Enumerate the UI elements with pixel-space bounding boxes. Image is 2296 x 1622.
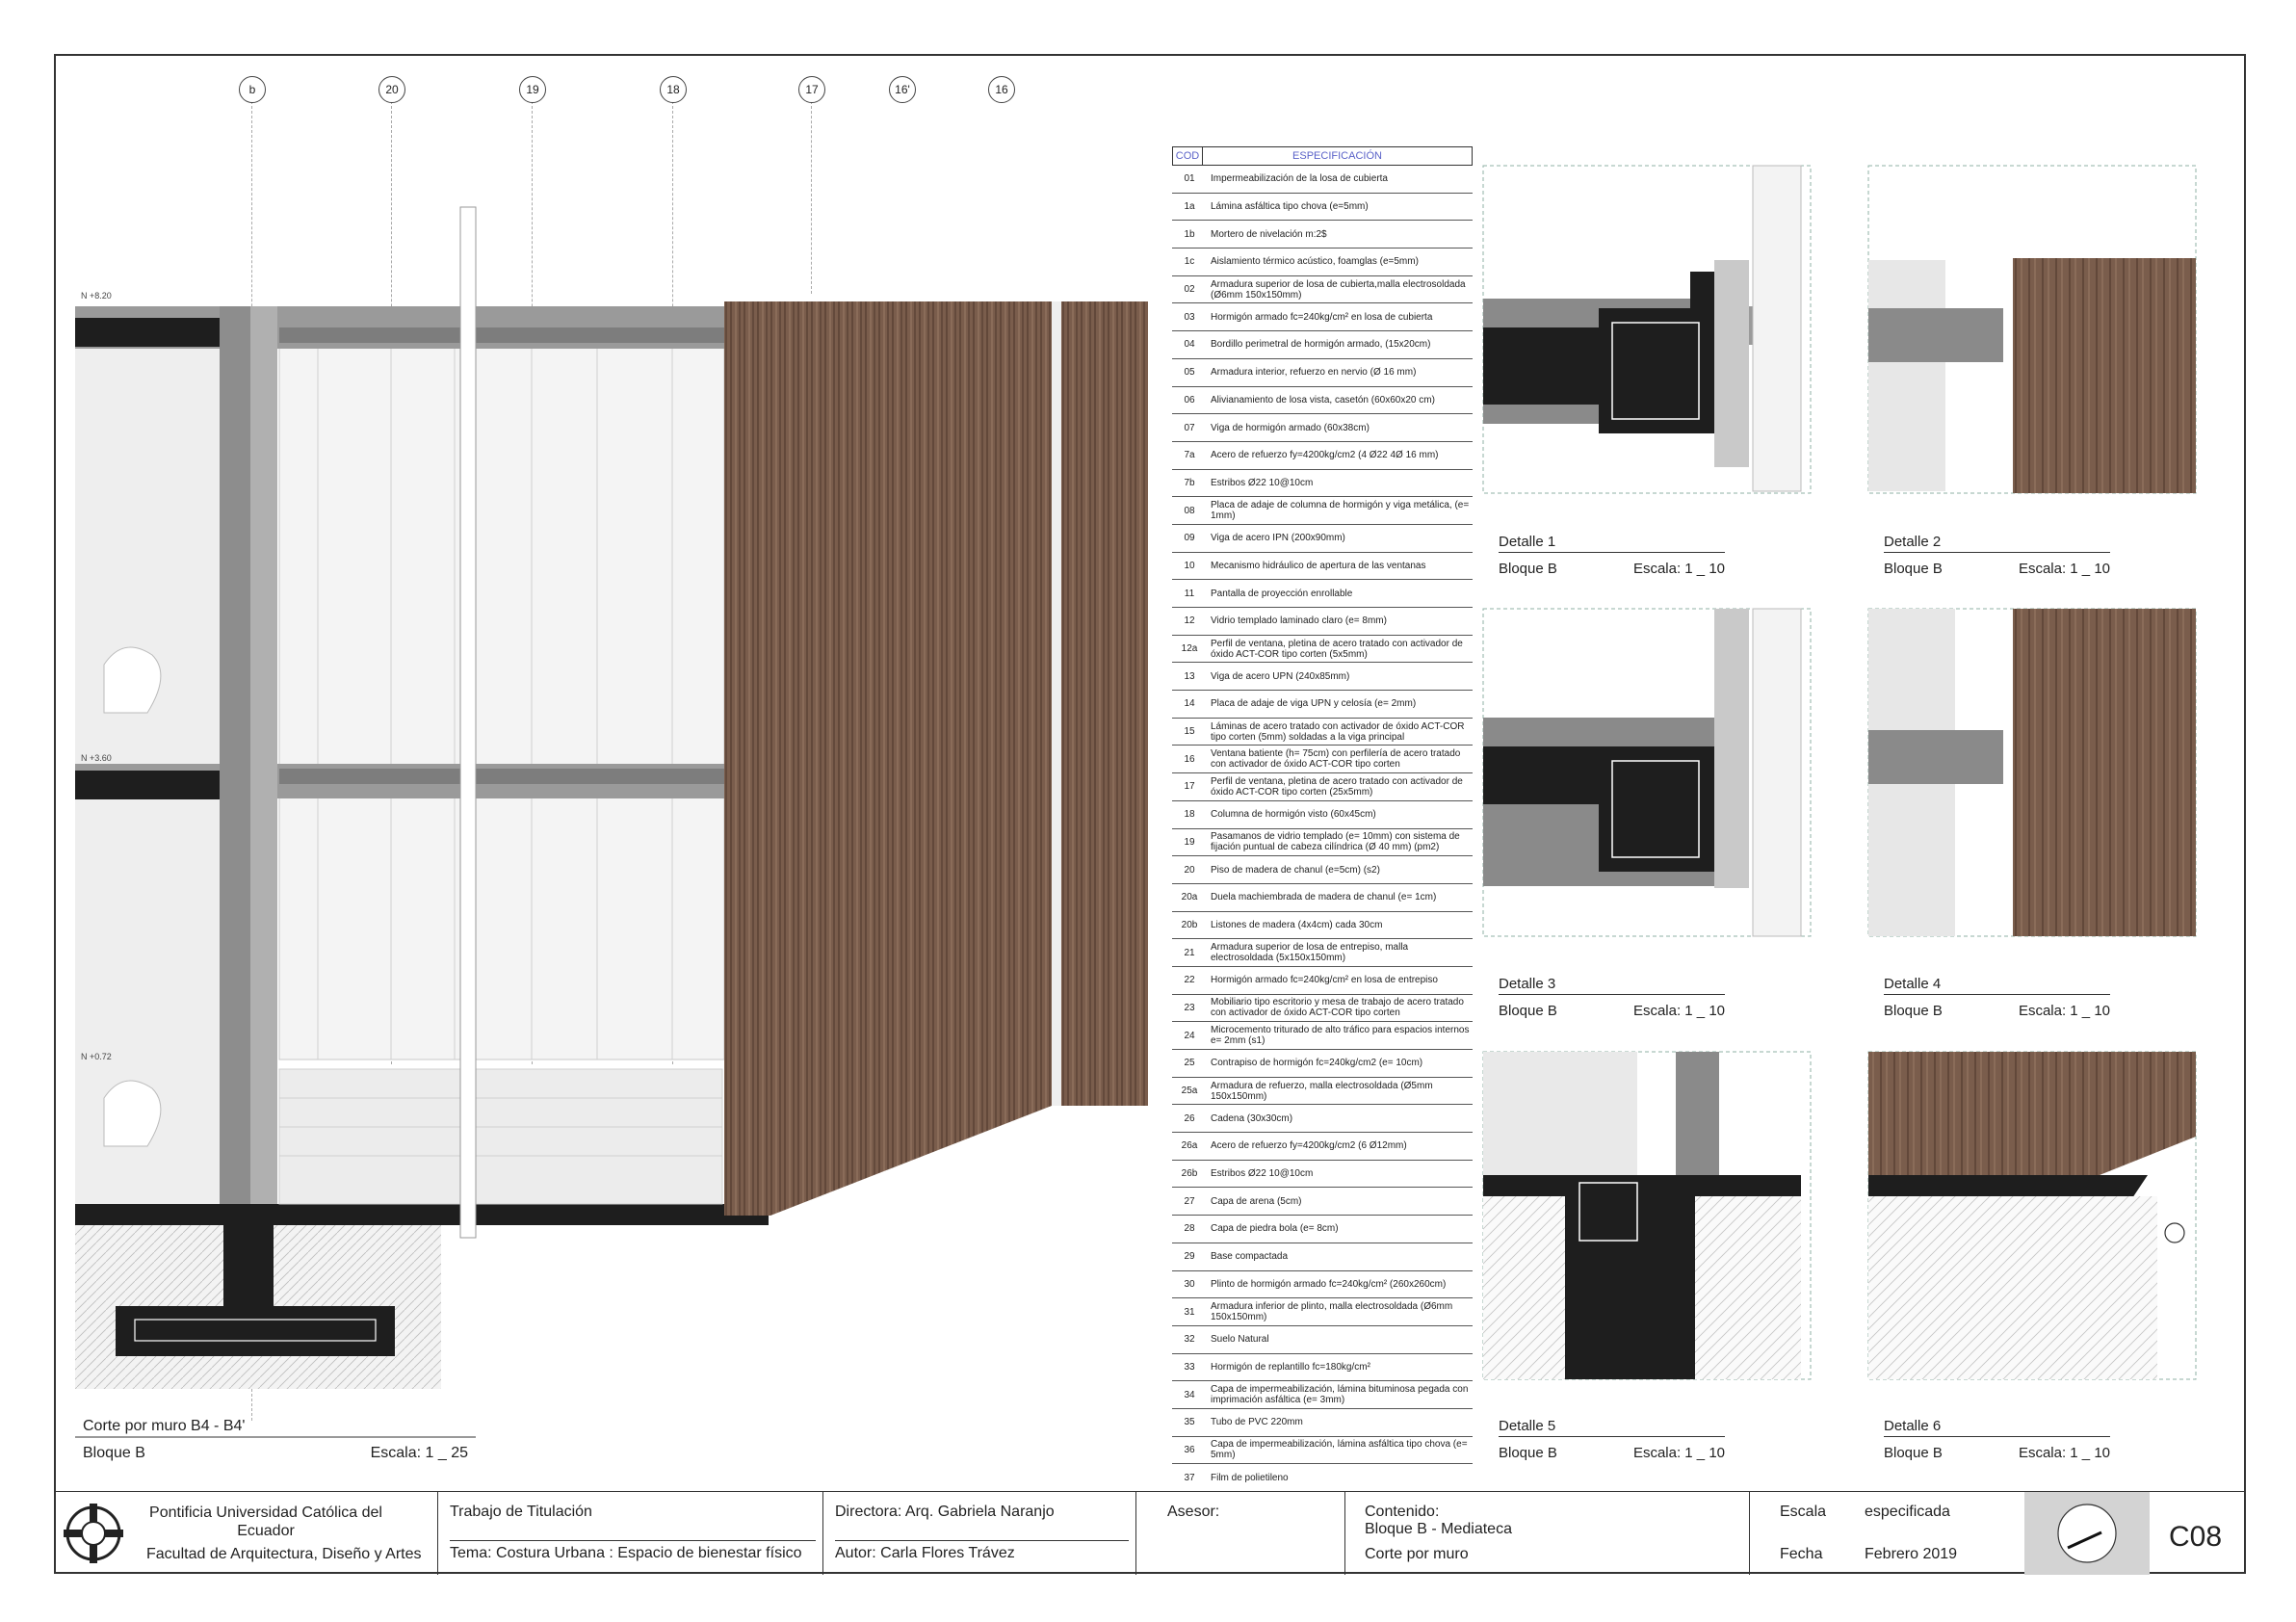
detail-2-title: Detalle 2	[1884, 534, 2110, 553]
spec-row	[1172, 580, 1473, 608]
spec-code: 15	[1184, 726, 1195, 738]
spec-text: Bordillo perimetral de hormigón armado, (15x20cm)	[1211, 339, 1431, 351]
spec-row	[1172, 166, 1473, 194]
spec-code: 26	[1184, 1112, 1195, 1124]
spec-code: 07	[1184, 422, 1195, 433]
detail-6-caption	[1884, 1418, 2110, 1461]
spec-text: Duela machiembrada de madera de chanul (e= 1cm)	[1211, 892, 1437, 903]
detail-4-drawing	[1868, 609, 2196, 936]
spec-text: Pantalla de proyección enrollable	[1211, 588, 1353, 599]
spec-text: Mortero de nivelación m:2$	[1211, 228, 1327, 240]
spec-text: Impermeabilización de la losa de cubierta	[1211, 173, 1388, 185]
spec-row	[1172, 303, 1473, 331]
grid-bubble-17: 17	[798, 76, 825, 103]
detail-4-block: Bloque B	[1884, 1003, 1943, 1019]
grid-bubble-b: b	[239, 76, 266, 103]
specification-table	[1172, 146, 1473, 1492]
spec-code: 12a	[1181, 643, 1198, 655]
detail-3-drawing	[1483, 609, 1811, 936]
section-scale: Escala: 1 _ 25	[370, 1445, 468, 1461]
detail-2-scale: Escala: 1 _ 10	[2018, 561, 2110, 577]
spec-row	[1172, 1437, 1473, 1465]
spec-row	[1172, 1105, 1473, 1133]
content-line-1: Bloque B - Mediateca	[1365, 1521, 1512, 1537]
spec-row	[1172, 331, 1473, 359]
spec-text: Capa de arena (5cm)	[1211, 1195, 1302, 1207]
grid-bubble-20: 20	[378, 76, 405, 103]
detail-5-scale: Escala: 1 _ 10	[1632, 1445, 1725, 1461]
detail-6-drawing	[1868, 1052, 2196, 1379]
spec-row	[1172, 553, 1473, 581]
spec-row	[1172, 939, 1473, 967]
north-arrow-icon	[2024, 1492, 2150, 1575]
faculty-name: Facultad de Arquitectura, Diseño y Artes	[146, 1546, 422, 1562]
spec-code: 1c	[1184, 256, 1195, 268]
detail-4-scale: Escala: 1 _ 10	[2018, 1003, 2110, 1019]
detail-3-scale: Escala: 1 _ 10	[1632, 1003, 1725, 1019]
level-mark-mid: N +3.60	[81, 753, 112, 763]
spec-row	[1172, 608, 1473, 636]
spec-table-header	[1172, 146, 1473, 166]
level-mark-top: N +8.20	[81, 291, 112, 301]
spec-text: Acero de refuerzo fy=4200kg/cm2 (4 Ø22 4Ø 16 mm)	[1211, 450, 1439, 461]
spec-code: 14	[1184, 698, 1195, 710]
spec-text: Aislamiento térmico acústico, foamglas (e=5mm)	[1211, 256, 1419, 268]
spec-row	[1172, 1298, 1473, 1326]
spec-code: 30	[1184, 1278, 1195, 1290]
spec-text: Columna de hormigón visto (60x45cm)	[1211, 809, 1376, 821]
spec-row	[1172, 884, 1473, 912]
spec-code: 05	[1184, 367, 1195, 379]
detail-3-caption	[1499, 976, 1725, 1019]
wall-section-drawing	[0, 0, 1175, 1445]
title-block	[54, 1491, 2246, 1575]
detail-2-block: Bloque B	[1884, 561, 1943, 577]
spec-text: Vidrio templado laminado claro (e= 8mm)	[1211, 615, 1387, 627]
spec-code: 01	[1184, 173, 1195, 185]
spec-row	[1172, 967, 1473, 995]
sheet-code: C08	[2169, 1521, 2223, 1553]
spec-code: 20a	[1181, 892, 1198, 903]
spec-row	[1172, 1464, 1473, 1492]
spec-text: Listones de madera (4x4cm) cada 30cm	[1211, 919, 1383, 930]
spec-code: 34	[1184, 1389, 1195, 1400]
spec-row	[1172, 719, 1473, 746]
spec-text: Armadura inferior de plinto, malla electrosoldada (Ø6mm 150x150mm)	[1211, 1301, 1453, 1323]
spec-text: Perfil de ventana, pletina de acero tratado con activador de óxido ACT-COR tipo corten (25x5mm)	[1211, 775, 1463, 798]
spec-text: Hormigón armado fc=240kg/cm² en losa de cubierta	[1211, 311, 1433, 323]
tb-cell-director	[822, 1492, 1135, 1575]
detail-2-drawing	[1868, 166, 2196, 493]
spec-row	[1172, 691, 1473, 719]
spec-code: 33	[1184, 1361, 1195, 1373]
spec-code: 23	[1184, 1002, 1195, 1013]
spec-row	[1172, 1409, 1473, 1437]
spec-row	[1172, 359, 1473, 387]
level-mark-low: N +0.72	[81, 1052, 112, 1061]
spec-text: Viga de acero IPN (200x90mm)	[1211, 533, 1345, 544]
spec-row	[1172, 276, 1473, 304]
spec-code: 24	[1184, 1030, 1195, 1041]
spec-row	[1172, 1354, 1473, 1382]
spec-text: Film de polietileno	[1211, 1472, 1289, 1483]
spec-code: 25a	[1181, 1086, 1198, 1097]
spec-text: Hormigón armado fc=240kg/cm² en losa de entrepiso	[1211, 975, 1438, 986]
university-logo-icon	[62, 1502, 125, 1565]
detail-1-caption	[1499, 534, 1725, 577]
spec-text: Armadura superior de losa de entrepiso, malla electrosoldada (5x150x150mm)	[1211, 942, 1409, 964]
spec-row	[1172, 1216, 1473, 1243]
spec-text: Mobiliario tipo escritorio y mesa de trabajo de acero tratado con activador de óxido ACT-COR tipo corten	[1211, 997, 1464, 1019]
spec-row	[1172, 746, 1473, 773]
spec-code: 08	[1184, 505, 1195, 516]
tb-cell-content	[1344, 1492, 1749, 1575]
grid-bubble-16: 16	[988, 76, 1015, 103]
detail-3-block: Bloque B	[1499, 1003, 1557, 1019]
spec-text: Capa de impermeabilización, lámina bituminosa pegada con imprimación asfáltica (e= 3mm)	[1211, 1384, 1469, 1406]
spec-text: Mecanismo hidráulico de apertura de las ventanas	[1211, 560, 1426, 571]
spec-row	[1172, 636, 1473, 664]
spec-text: Tubo de PVC 220mm	[1211, 1417, 1303, 1428]
spec-text: Lámina asfáltica tipo chova (e=5mm)	[1211, 201, 1369, 213]
spec-code: 1a	[1184, 201, 1195, 213]
spec-code: 20b	[1181, 919, 1198, 930]
grid-bubble-18: 18	[660, 76, 687, 103]
spec-row	[1172, 856, 1473, 884]
spec-text: Acero de refuerzo fy=4200kg/cm2 (6 Ø12mm)	[1211, 1140, 1407, 1152]
spec-code: 32	[1184, 1334, 1195, 1346]
spec-code: 26b	[1181, 1168, 1198, 1180]
spec-row	[1172, 387, 1473, 415]
spec-text: Estribos Ø22 10@10cm	[1211, 477, 1314, 488]
detail-1-scale: Escala: 1 _ 10	[1632, 561, 1725, 577]
spec-code: 28	[1184, 1223, 1195, 1235]
scale-value: especificada	[1865, 1504, 1950, 1520]
spec-row	[1172, 442, 1473, 470]
detail-6-scale: Escala: 1 _ 10	[2018, 1445, 2110, 1461]
spec-text: Plinto de hormigón armado fc=240kg/cm² (260x260cm)	[1211, 1278, 1447, 1290]
spec-text: Microcemento triturado de alto tráfico para espacios internos e= 2mm (s1)	[1211, 1025, 1470, 1047]
spec-code: 20	[1184, 864, 1195, 876]
spec-text: Suelo Natural	[1211, 1334, 1269, 1346]
content-line-2: Corte por muro	[1365, 1546, 1469, 1562]
spec-row	[1172, 249, 1473, 276]
spec-row	[1172, 1271, 1473, 1299]
spec-row	[1172, 414, 1473, 442]
spec-code: 19	[1184, 836, 1195, 848]
spec-header-code: COD	[1173, 147, 1203, 165]
spec-row	[1172, 1188, 1473, 1216]
spec-code: 21	[1184, 947, 1195, 958]
spec-row	[1172, 912, 1473, 940]
spec-row	[1172, 773, 1473, 801]
date-value: Febrero 2019	[1865, 1546, 1958, 1562]
author-name: Autor: Carla Flores Trávez	[835, 1540, 1129, 1562]
content-label: Contenido:	[1365, 1504, 1440, 1520]
grid-bubble-19: 19	[519, 76, 546, 103]
spec-text: Contrapiso de hormigón fc=240kg/cm2 (e= 10cm)	[1211, 1058, 1423, 1069]
detail-3-title: Detalle 3	[1499, 976, 1725, 995]
spec-row	[1172, 663, 1473, 691]
spec-row	[1172, 995, 1473, 1023]
spec-row	[1172, 1050, 1473, 1078]
project-label: Trabajo de Titulación	[450, 1504, 592, 1520]
spec-row	[1172, 470, 1473, 498]
spec-row	[1172, 1243, 1473, 1271]
detail-5-block: Bloque B	[1499, 1445, 1557, 1461]
spec-text: Hormigón de replantillo fc=180kg/cm²	[1211, 1361, 1370, 1373]
spec-code: 18	[1184, 809, 1195, 821]
spec-text: Cadena (30x30cm)	[1211, 1112, 1293, 1124]
spec-text: Capa de impermeabilización, lámina asfáltica tipo chova (e= 5mm)	[1211, 1439, 1468, 1461]
spec-table-body	[1172, 166, 1473, 1492]
advisor-label: Asesor:	[1167, 1504, 1220, 1520]
spec-row	[1172, 221, 1473, 249]
spec-code: 31	[1184, 1306, 1195, 1318]
section-block: Bloque B	[83, 1445, 145, 1461]
spec-text: Viga de acero UPN (240x85mm)	[1211, 670, 1350, 682]
spec-code: 03	[1184, 311, 1195, 323]
spec-text: Perfil de ventana, pletina de acero tratado con activador de óxido ACT-COR tipo corten (5x5mm)	[1211, 638, 1463, 660]
spec-code: 36	[1184, 1444, 1195, 1455]
spec-code: 02	[1184, 284, 1195, 296]
spec-row	[1172, 1381, 1473, 1409]
spec-code: 10	[1184, 560, 1195, 571]
spec-text: Piso de madera de chanul (e=5cm) (s2)	[1211, 864, 1380, 876]
director-name: Directora: Arq. Gabriela Naranjo	[835, 1504, 1055, 1520]
spec-code: 29	[1184, 1251, 1195, 1263]
spec-code: 35	[1184, 1417, 1195, 1428]
spec-code: 11	[1184, 588, 1195, 599]
spec-row	[1172, 525, 1473, 553]
spec-code: 26a	[1181, 1140, 1198, 1152]
detail-2-caption	[1884, 534, 2110, 577]
date-label: Fecha	[1780, 1546, 1823, 1562]
detail-1-title: Detalle 1	[1499, 534, 1725, 553]
detail-5-drawing	[1483, 1052, 1811, 1379]
spec-text: Capa de piedra bola (e= 8cm)	[1211, 1223, 1339, 1235]
spec-code: 16	[1184, 753, 1195, 765]
spec-text: Láminas de acero tratado con activador de óxido ACT-COR tipo corten (5mm) soldadas a la viga principal	[1211, 720, 1465, 743]
spec-text: Base compactada	[1211, 1251, 1289, 1263]
spec-text: Pasamanos de vidrio templado (e= 10mm) con sistema de fijación puntual de cabeza cilíndrica (Ø 40 mm) (pm2)	[1211, 831, 1460, 853]
spec-row	[1172, 1161, 1473, 1189]
spec-code: 17	[1184, 781, 1195, 793]
spec-text: Armadura de refuerzo, malla electrosoldada (Ø5mm 150x150mm)	[1211, 1080, 1433, 1102]
detail-1-block: Bloque B	[1499, 561, 1557, 577]
detail-1-drawing	[1483, 166, 1811, 493]
section-subcaption	[83, 1445, 468, 1462]
spec-text: Viga de hormigón armado (60x38cm)	[1211, 422, 1370, 433]
spec-row	[1172, 1133, 1473, 1161]
spec-text: Alivianamiento de losa vista, casetón (60x60x20 cm)	[1211, 394, 1435, 406]
spec-row	[1172, 801, 1473, 829]
spec-text: Armadura superior de losa de cubierta,malla electrosoldada (Ø6mm 150x150mm)	[1211, 278, 1466, 301]
tb-cell-project	[437, 1492, 822, 1575]
north-arrow-box	[2024, 1492, 2150, 1575]
spec-code: 7b	[1184, 477, 1195, 488]
spec-text: Placa de adaje de columna de hormigón y viga metálica, (e= 1mm)	[1211, 500, 1470, 522]
detail-4-caption	[1884, 976, 2110, 1019]
spec-code: 12	[1184, 615, 1195, 627]
details-drawing	[1474, 164, 2215, 1387]
spec-header-spec: ESPECIFICACIÓN	[1292, 150, 1382, 162]
scale-label: Escala	[1780, 1504, 1827, 1520]
project-theme: Tema: Costura Urbana : Espacio de bienestar físico	[450, 1540, 816, 1562]
spec-code: 37	[1184, 1472, 1195, 1483]
spec-code: 13	[1184, 670, 1195, 682]
spec-row	[1172, 497, 1473, 525]
spec-code: 27	[1184, 1195, 1195, 1207]
spec-text: Ventana batiente (h= 75cm) con perfilería de acero tratado con activador de óxido ACT-COR tipo corten	[1211, 748, 1461, 771]
spec-code: 7a	[1184, 450, 1195, 461]
detail-5-title: Detalle 5	[1499, 1418, 1725, 1437]
spec-code: 04	[1184, 339, 1195, 351]
spec-code: 22	[1184, 975, 1195, 986]
spec-code: 09	[1184, 533, 1195, 544]
detail-5-caption	[1499, 1418, 1725, 1461]
spec-text: Placa de adaje de viga UPN y celosía (e= 2mm)	[1211, 698, 1417, 710]
spec-text: Armadura interior, refuerzo en nervio (Ø 16 mm)	[1211, 367, 1417, 379]
spec-code: 1b	[1184, 228, 1195, 240]
section-title: Corte por muro B4 - B4'	[83, 1418, 246, 1434]
spec-row	[1172, 1326, 1473, 1354]
spec-row	[1172, 1078, 1473, 1106]
detail-6-title: Detalle 6	[1884, 1418, 2110, 1437]
spec-row	[1172, 829, 1473, 857]
detail-6-block: Bloque B	[1884, 1445, 1943, 1461]
spec-code: 06	[1184, 394, 1195, 406]
detail-4-title: Detalle 4	[1884, 976, 2110, 995]
spec-text: Estribos Ø22 10@10cm	[1211, 1168, 1314, 1180]
grid-bubble-16-prime: 16'	[889, 76, 916, 103]
spec-code: 25	[1184, 1058, 1195, 1069]
university-name: Pontificia Universidad Católica del Ecuador	[149, 1504, 382, 1539]
spec-row	[1172, 194, 1473, 222]
spec-row	[1172, 1022, 1473, 1050]
